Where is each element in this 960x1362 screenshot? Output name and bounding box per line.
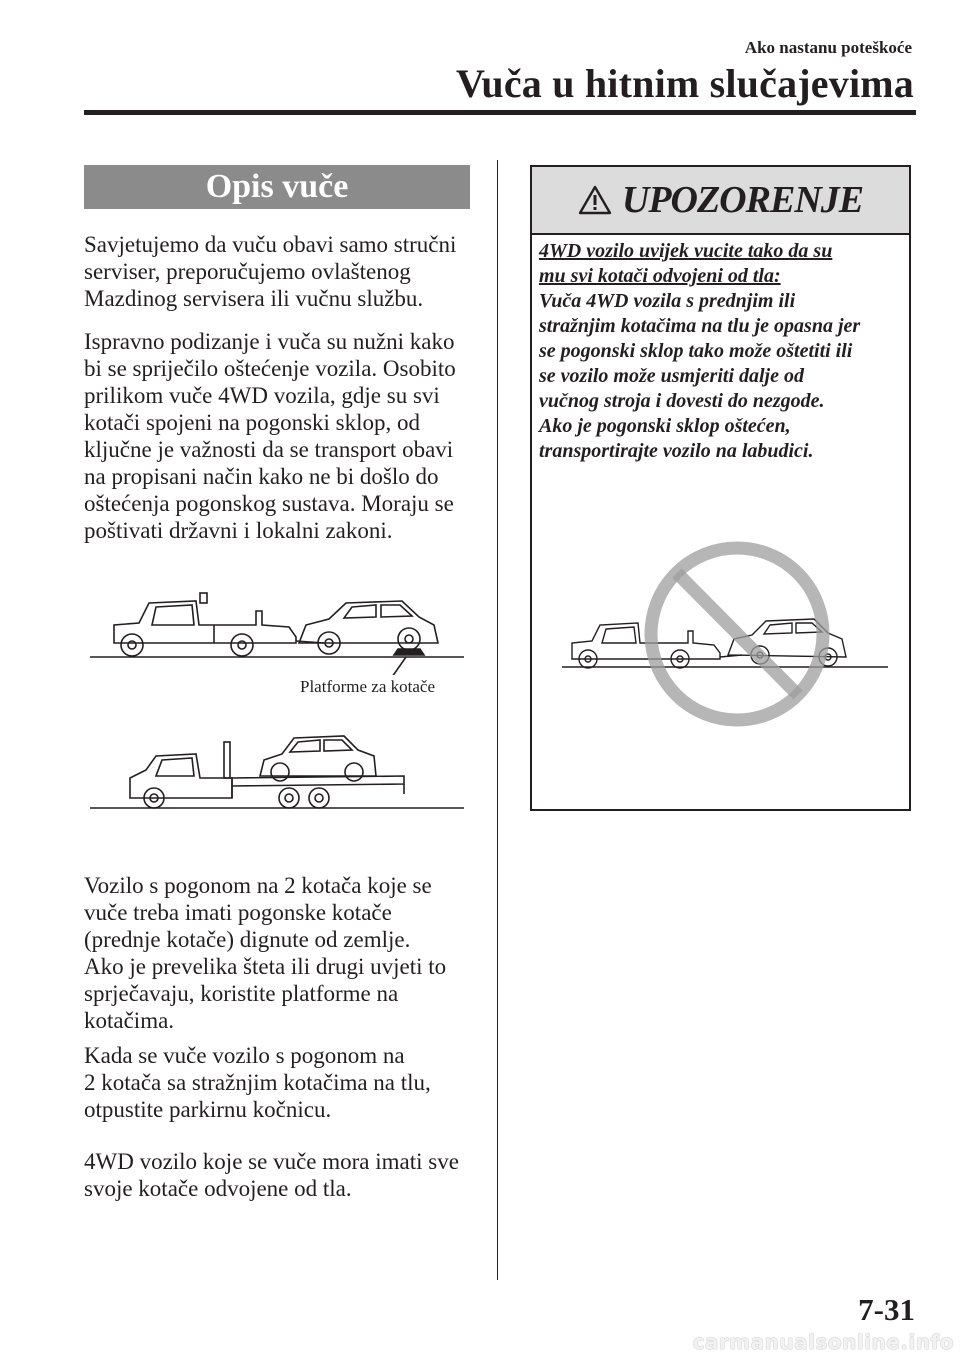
- warning-underlined-line: mu svi kotači odvojeni od tla:: [539, 265, 781, 287]
- paragraph-parking-brake: [84, 1042, 484, 1123]
- text-line: Ispravno podizanje i vuča su nužni kako: [84, 329, 455, 354]
- text-line: svoje kotače odvojene od tla.: [84, 1176, 352, 1201]
- text-line: 2 kotača sa stražnjim kotačima na tlu,: [84, 1070, 431, 1095]
- text-line: na propisani način kako ne bi došlo do: [84, 464, 439, 489]
- warning-line: Ako je pogonski sklop oštećen,: [539, 415, 791, 437]
- text-line: (prednje kotače) dignute od zemlje.: [84, 927, 411, 952]
- warning-line: se vozilo može usmjeriti dalje od: [539, 365, 804, 387]
- warning-text: [539, 239, 909, 464]
- warning-line: Vuča 4WD vozila s prednjim ili: [539, 290, 796, 312]
- paragraph-2wd-towing: [84, 872, 484, 1034]
- text-line: kotačima.: [84, 1008, 175, 1033]
- column-divider: [497, 160, 498, 1280]
- text-line: Savjetujemo da vuču obavi samo stručni: [84, 232, 457, 257]
- text-line: Vozilo s pogonom na 2 kotača koje se: [84, 873, 432, 898]
- watermark: carmanualsonline.info: [692, 1330, 954, 1354]
- page-heading: Vuča u hitnim slučajevima: [455, 61, 914, 106]
- warning-line: stražnjim kotačima na tlu je opasna jer: [539, 315, 861, 337]
- text-line: bi se spriječilo oštećenje vozila. Osobito: [84, 356, 456, 381]
- paragraph-proper-towing: [84, 328, 484, 544]
- text-line: Mazdinog servisera ili vučnu službu.: [84, 286, 424, 311]
- paragraph-intro: [84, 231, 484, 312]
- warning-line: vučnog stroja i dovesti do nezgode.: [539, 390, 825, 412]
- warning-triangle-icon: [578, 185, 612, 215]
- page-number: 7-31: [858, 1292, 915, 1327]
- warning-box: [530, 165, 911, 811]
- tow-truck-wheel-lift-illustration: [84, 585, 474, 675]
- warning-header: [532, 167, 909, 235]
- warning-line: se pogonski sklop tako može oštetiti ili: [539, 340, 853, 362]
- text-line: Kada se vuče vozilo s pogonom na: [84, 1043, 405, 1068]
- text-line: poštivati državni i lokalni zakoni.: [84, 518, 393, 543]
- text-line: kotači spojeni na pogonski sklop, od: [84, 410, 421, 435]
- text-line: prilikom vuče 4WD vozila, gdje su svi: [84, 383, 440, 408]
- text-line: Ako je prevelika šteta ili drugi uvjeti to: [84, 954, 447, 979]
- text-line: vuče treba imati pogonske kotače: [84, 900, 392, 925]
- text-line: otpustite parkirnu kočnicu.: [84, 1097, 332, 1122]
- chapter-title: Ako nastanu poteškoće: [744, 38, 912, 57]
- prohibited-towing-illustration: [552, 539, 892, 735]
- warning-title: UPOZORENJE: [621, 179, 864, 221]
- text-line: oštećenja pogonskog sustava. Moraju se: [84, 491, 454, 516]
- warning-underlined-line: 4WD vozilo uvijek vucite tako da su: [539, 240, 833, 262]
- paragraph-4wd-towing: [84, 1148, 484, 1202]
- warning-line: transportirajte vozilo na labudici.: [539, 440, 814, 462]
- text-line: sprječavaju, koristite platforme na: [84, 981, 399, 1006]
- flatbed-truck-illustration: [84, 720, 474, 815]
- figure-label-wheel-dollies: Platforme za kotače: [300, 677, 435, 696]
- text-line: 4WD vozilo koje se vuče mora imati sve: [84, 1149, 459, 1174]
- header-rule: [84, 110, 916, 115]
- section-title: Opis vuče: [84, 165, 470, 209]
- text-line: serviser, preporučujemo ovlaštenog: [84, 259, 411, 284]
- text-line: ključne je važnosti da se transport obavi: [84, 437, 454, 462]
